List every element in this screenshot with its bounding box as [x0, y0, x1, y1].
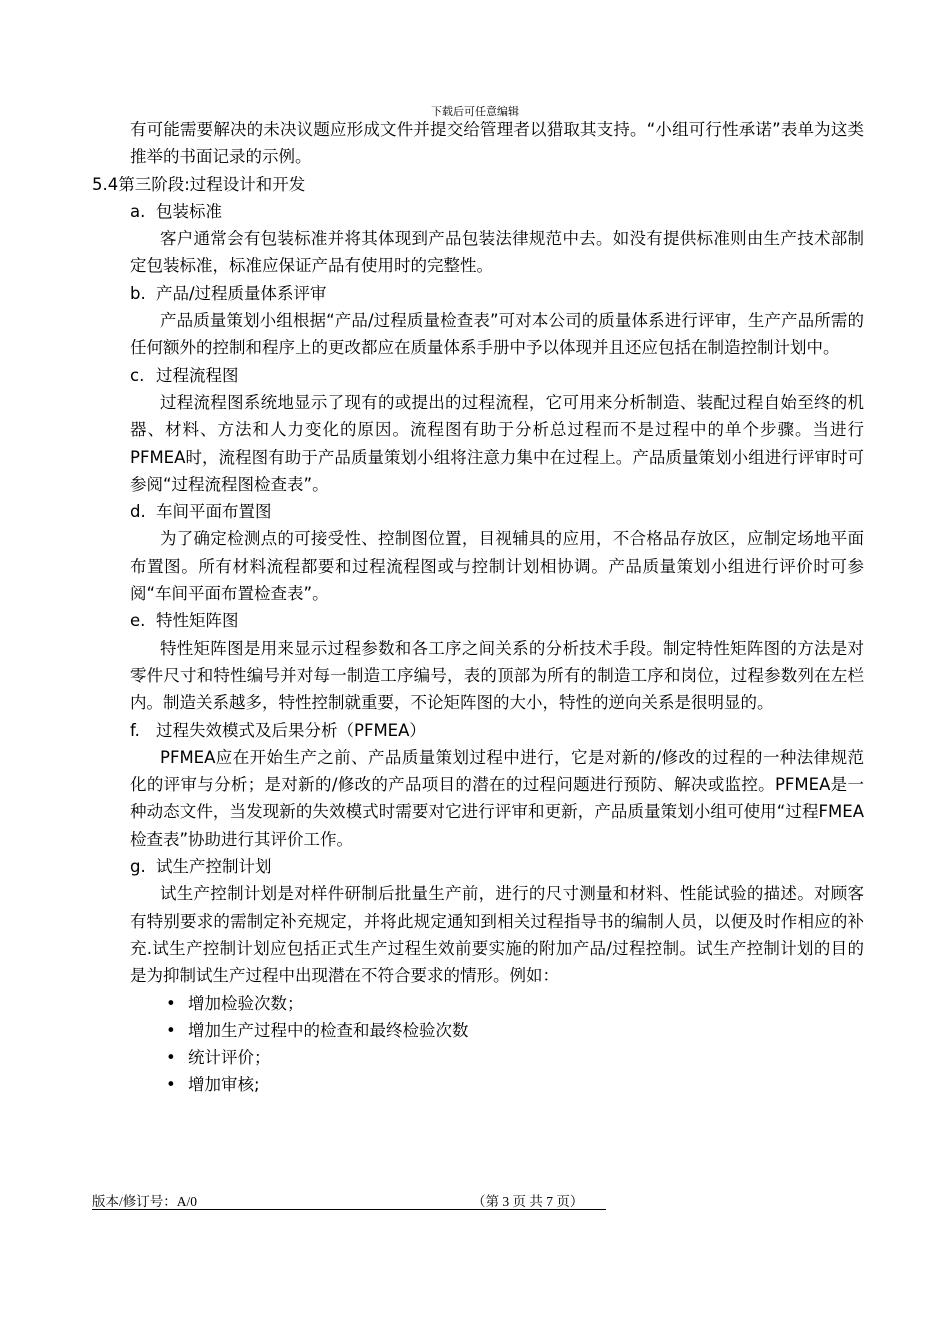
document-body — [92, 116, 864, 1099]
item-title: 特性矩阵图 — [156, 611, 239, 631]
item-label: e. — [130, 611, 146, 631]
item-paragraph: 客户通常会有包装标准并将其体现到产品包装法律规范中去。如没有提供标准则由生产技术部制定包装标准，标准应保证产品有使用时的完整性。 — [130, 229, 864, 276]
item-label: a. — [130, 201, 146, 221]
page-header-note: 下载后可任意编辑 — [431, 105, 519, 118]
item-b — [92, 280, 864, 362]
item-label: c. — [130, 365, 145, 385]
bullet-item: • 统计评价； — [166, 1044, 864, 1071]
item-heading — [92, 717, 864, 744]
item-title: 过程流程图 — [156, 365, 239, 385]
item-f — [92, 717, 864, 853]
item-paragraph: PFMEA应在开始生产之前、产品质量策划过程中进行，它是对新的/修改的过程的一种法律规范化的评审与分析；是对新的/修改的产品项目的潜在的过程问题进行预防、解决或监控。PFMEA是一种动态文件，当发现新的失效模式时需要对它进行评审和更新，产品质量策划小组可使用“过程FMEA检查表”协助进行其评价工作。 — [130, 747, 864, 849]
item-heading — [92, 498, 864, 525]
item-heading — [92, 198, 864, 225]
bullet-list — [92, 990, 864, 1099]
item-label: d. — [130, 502, 146, 522]
item-paragraph: 产品质量策划小组根据“产品/过程质量检查表”可对本公司的质量体系进行评审，生产产品所需的任何额外的控制和程序上的更改都应在质量体系手册中予以体现并且还应包括在制造控制计划中。 — [130, 311, 864, 358]
item-paragraph: 过程流程图系统地显示了现有的或提出的过程流程，它可用来分析制造、装配过程自始至终的机器、材料、方法和人力变化的原因。流程图有助于分析总过程而不是过程中的单个步骤。当进行PFMEA时，流程图有助于产品质量策划小组将注意力集中在过程上。产品质量策划小组进行评审时可参阅“过程流程图检查表”。 — [130, 392, 864, 494]
item-label: f. — [130, 720, 140, 740]
page-footer — [92, 1190, 606, 1210]
item-e — [92, 607, 864, 716]
item-heading — [92, 853, 864, 880]
intro-paragraph: 有可能需要解决的未决议题应形成文件并提交给管理者以猎取其支持。“小组可行性承诺”表单为这类推举的书面记录的示例。 — [130, 120, 864, 167]
item-d — [92, 498, 864, 607]
item-title: 试生产控制计划 — [156, 857, 272, 877]
item-heading — [92, 607, 864, 634]
item-title: 车间平面布置图 — [156, 502, 272, 522]
version-label: 版本/修订号：A/0 — [92, 1194, 198, 1209]
item-title: 包装标准 — [156, 201, 222, 221]
item-a — [92, 198, 864, 280]
bullet-item: • 增加审核; — [166, 1071, 864, 1098]
item-paragraph: 为了确定检测点的可接受性、控制图位置，目视辅具的应用，不合格品存放区，应制定场地平面布置图。所有材料流程都要和过程流程图或与控制计划相协调。产品质量策划小组进行评价时可参阅“车间平面布置检查表”。 — [130, 529, 864, 604]
section-title: 5.4第三阶段:过程设计和开发 — [92, 174, 306, 194]
bullet-item: • 增加检验次数； — [166, 990, 864, 1017]
item-c — [92, 362, 864, 498]
item-label: b. — [130, 283, 146, 303]
item-paragraph: 特性矩阵图是用来显示过程参数和各工序之间关系的分析技术手段。制定特性矩阵图的方法是对零件尺寸和特性编号并对每一制造工序编号，表的顶部为所有的制造工序和岗位，过程参数列在左栏内。制造关系越多，特性控制就重要，不论矩阵图的大小，特性的逆向关系是很明显的。 — [130, 638, 864, 713]
item-title: 过程失效模式及后果分析（PFMEA） — [156, 720, 426, 740]
item-heading — [92, 362, 864, 389]
item-heading — [92, 280, 864, 307]
bullet-item: • 增加生产过程中的检查和最终检验次数 — [166, 1017, 864, 1044]
item-title: 产品/过程质量体系评审 — [156, 283, 327, 303]
page-number: （第 3 页 共 7 页） — [472, 1194, 584, 1209]
item-label: g. — [130, 857, 146, 877]
item-paragraph: 试生产控制计划是对样件研制后批量生产前，进行的尺寸测量和材料、性能试验的描述。对顾客有特别要求的需制定补充规定，并将此规定通知到相关过程指导书的编制人员，以便及时作相应的补充.试生产控制计划应包括正式生产过程生效前要实施的附加产品/过程控制。试生产控制计划的目的是为抑制试生产过程中出现潜在不符合要求的情形。例如： — [130, 884, 864, 986]
item-g — [92, 853, 864, 989]
